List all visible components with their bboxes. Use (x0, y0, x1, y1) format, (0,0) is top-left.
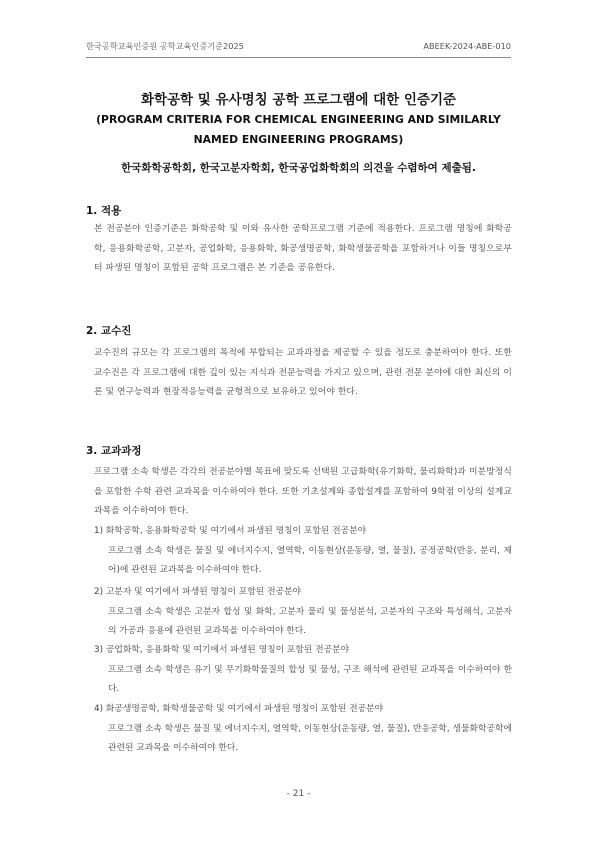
page-header (86, 41, 511, 55)
section-heading-curriculum: 3. 교과과정 (86, 445, 142, 457)
curriculum-item (94, 583, 512, 642)
curriculum-item-body: 프로그램 소속 학생은 물질 및 에너지수지, 열역학, 이동현상(운동량, 열, 물질), 공정공학(반응, 분리, 제어)에 관련된 교과목을 이수하여야 한다. (108, 545, 512, 575)
header-divider (86, 57, 511, 58)
curriculum-item-heading: 1) 화학공학, 응용화학공학 및 여기에서 파생된 명칭이 포함된 전공분야 (94, 526, 367, 536)
curriculum-item (94, 641, 512, 700)
document-title: 화학공학 및 유사명칭 공학 프로그램에 대한 인증기준 (140, 92, 457, 108)
section-body-curriculum: 프로그램 소속 학생은 각각의 전공분야별 목표에 맞도록 선택된 고급화학(유기화학, 물리화학)과 미분방정식을 포함한 수학 관련 교과목을 이수하여야 한다. 또한 기초설계와 종합설계를 포함하여 9학점 이상의 설계교과목을 이수하여야 한다. (94, 467, 512, 516)
header-document-code: ABEEK-2024-ABE-010 (423, 41, 511, 51)
curriculum-item (94, 700, 512, 759)
section-body-scope: 본 전공분야 인증기준은 화학공학 및 이와 유사한 공학프로그램 기준에 적용한다. 프로그램 명칭에 화학공학, 응용화학공학, 고분자, 공업화학, 응용화학, 화공생명공학, 화학생물공학을 포함하거나 이들 명칭으로부터 파생된 명칭이 포함된 공학 프로그램은 본 기준을 공유한다. (94, 224, 512, 273)
document-title-english: (PROGRAM CRITERIA FOR CHEMICAL ENGINEERING AND SIMILARLY NAMED ENGINEERING PROGRAMS) (96, 113, 501, 146)
curriculum-item-heading: 4) 화공생명공학, 화학생물공학 및 여기에서 파생된 명칭이 포함된 전공분야 (94, 704, 384, 714)
curriculum-item-body: 프로그램 소속 학생은 물질 및 에너지수지, 열역학, 이동현상(운동량, 열, 물질), 반응공학, 생물화학공학에 관련된 교과목을 이수하여야 한다. (108, 723, 512, 753)
page-number: - 21 - (286, 789, 311, 799)
section-body-faculty: 교수진의 규모는 각 프로그램의 목적에 부합되는 교과과정을 제공할 수 있을 정도로 충분하여야 한다. 또한 교수진은 각 프로그램에 대한 깊이 있는 지식과 전문능력을 가지고 있으며, 관련 전문 분야에 대한 최신의 이론 및 연구능력과 현장적응능력을 균형적으로 보유하고 있어야 한다. (94, 348, 512, 397)
section-heading-scope: 1. 적용 (86, 205, 122, 217)
curriculum-item-heading: 2) 고분자 및 여기에서 파생된 명칭이 포함된 전공분야 (94, 587, 302, 597)
document-subtitle: 한국화학공학회, 한국고분자학회, 한국공업화학회의 의견을 수렴하여 제출됨. (121, 162, 476, 174)
curriculum-item-body: 프로그램 소속 학생은 유기 및 무기화학물질의 합성 및 물성, 구조 해석에 관련된 교과목을 이수하여야 한다. (108, 664, 512, 694)
curriculum-item-heading: 3) 공업화학, 응용화학 및 여기에서 파생된 명칭이 포함된 전공분야 (94, 645, 350, 655)
curriculum-item-body: 프로그램 소속 학생은 고분자 합성 및 화학, 고분자 물리 및 물성분석, 고분자의 구조와 특성해석, 고분자의 가공과 응용에 관련된 교과목을 이수하여야 한다. (108, 606, 512, 636)
curriculum-item (94, 522, 512, 581)
header-left-text: 한국공학교육인증원 공학교육인증기준2025 (86, 41, 244, 51)
section-heading-faculty: 2. 교수진 (86, 325, 132, 337)
